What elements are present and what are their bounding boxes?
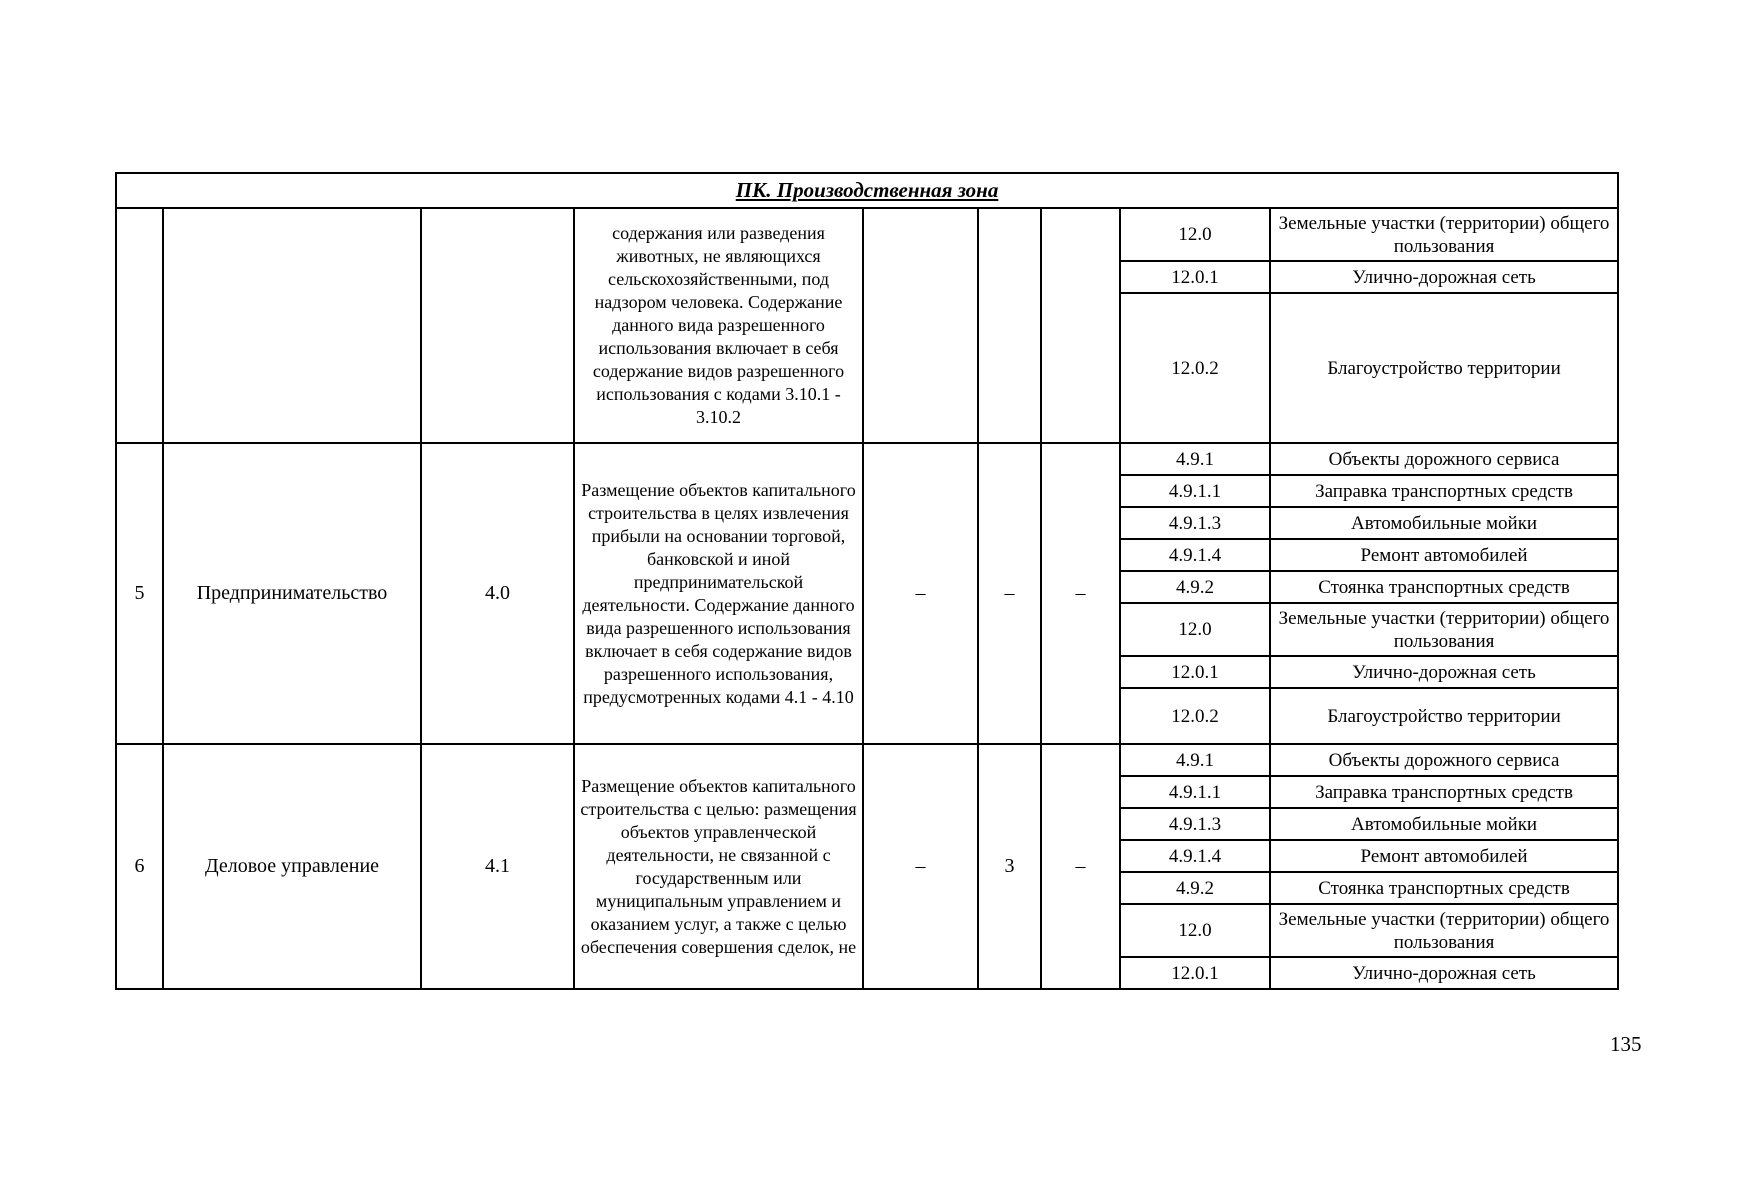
table-row — [116, 744, 1618, 776]
zone-header-row — [116, 173, 1618, 208]
use-description: Размещение объектов капитального строительства с целью: размещения объектов управленческой деятельности, не связанной с государственным или муниципальным управлением и оказанием услуг, а также с целью обеспечения совершения сделок, не — [574, 744, 863, 989]
sub-code: 4.9.1.1 — [1120, 776, 1270, 808]
use-code: 4.1 — [421, 744, 574, 989]
sub-name: Земельные участки (территории) общего пользования — [1270, 208, 1618, 261]
sub-code: 4.9.2 — [1120, 872, 1270, 904]
sub-name: Улично-дорожная сеть — [1270, 656, 1618, 688]
param-cell-1 — [863, 208, 978, 443]
sub-code: 12.0 — [1120, 603, 1270, 656]
sub-name: Заправка транспортных средств — [1270, 475, 1618, 507]
sub-name: Объекты дорожного сервиса — [1270, 443, 1618, 475]
row-number-cell — [116, 208, 163, 443]
use-description: Размещение объектов капитального строительства в целях извлечения прибыли на основании торговой, банковской и иной предпринимательской деятельности. Содержание данного вида разрешенного использования включает в себя содержание видов разрешенного использования, предусмотренных кодами 4.1 - 4.10 — [574, 443, 863, 744]
sub-name: Земельные участки (территории) общего пользования — [1270, 904, 1618, 957]
sub-name: Объекты дорожного сервиса — [1270, 744, 1618, 776]
sub-name: Автомобильные мойки — [1270, 507, 1618, 539]
sub-name: Земельные участки (территории) общего пользования — [1270, 603, 1618, 656]
sub-code: 4.9.1.4 — [1120, 840, 1270, 872]
sub-name: Ремонт автомобилей — [1270, 840, 1618, 872]
sub-code: 12.0.1 — [1120, 957, 1270, 989]
sub-code: 4.9.2 — [1120, 571, 1270, 603]
sub-code: 12.0.1 — [1120, 656, 1270, 688]
sub-name: Стоянка транспортных средств — [1270, 571, 1618, 603]
sub-name: Благоустройство территории — [1270, 688, 1618, 744]
sub-code: 4.9.1 — [1120, 744, 1270, 776]
use-code: 4.0 — [421, 443, 574, 744]
table-row — [116, 208, 1618, 261]
param-value-1: – — [863, 744, 978, 989]
param-cell-2 — [978, 208, 1041, 443]
param-value-2: – — [978, 443, 1041, 744]
use-name: Деловое управление — [163, 744, 421, 989]
sub-name: Заправка транспортных средств — [1270, 776, 1618, 808]
sub-name: Стоянка транспортных средств — [1270, 872, 1618, 904]
param-value-3: – — [1041, 744, 1120, 989]
sub-code: 12.0.1 — [1120, 261, 1270, 293]
row-number: 5 — [116, 443, 163, 744]
sub-name: Благоустройство территории — [1270, 293, 1618, 443]
sub-code: 4.9.1.3 — [1120, 808, 1270, 840]
sub-name: Автомобильные мойки — [1270, 808, 1618, 840]
page-number: 135 — [1610, 1032, 1642, 1056]
sub-code: 4.9.1.1 — [1120, 475, 1270, 507]
sub-name: Улично-дорожная сеть — [1270, 261, 1618, 293]
zone-title: ПК. Производственная зона — [116, 173, 1618, 208]
land-use-table — [115, 172, 1619, 990]
param-value-2: 3 — [978, 744, 1041, 989]
use-name: Предпринимательство — [163, 443, 421, 744]
sub-code: 12.0 — [1120, 904, 1270, 957]
use-code-cell — [421, 208, 574, 443]
sub-code: 4.9.1.3 — [1120, 507, 1270, 539]
param-value-3: – — [1041, 443, 1120, 744]
sub-code: 12.0.2 — [1120, 293, 1270, 443]
sub-code: 12.0.2 — [1120, 688, 1270, 744]
sub-name: Улично-дорожная сеть — [1270, 957, 1618, 989]
use-description: содержания или разведения животных, не являющихся сельскохозяйственными, под надзором человека. Содержание данного вида разрешенного использования включает в себя содержание видов разрешенного использования с кодами 3.10.1 - 3.10.2 — [574, 208, 863, 443]
param-value-1: – — [863, 443, 978, 744]
sub-name: Ремонт автомобилей — [1270, 539, 1618, 571]
sub-code: 4.9.1 — [1120, 443, 1270, 475]
table-row — [116, 443, 1618, 475]
use-name-cell — [163, 208, 421, 443]
sub-code: 12.0 — [1120, 208, 1270, 261]
sub-code: 4.9.1.4 — [1120, 539, 1270, 571]
param-cell-3 — [1041, 208, 1120, 443]
row-number: 6 — [116, 744, 163, 989]
